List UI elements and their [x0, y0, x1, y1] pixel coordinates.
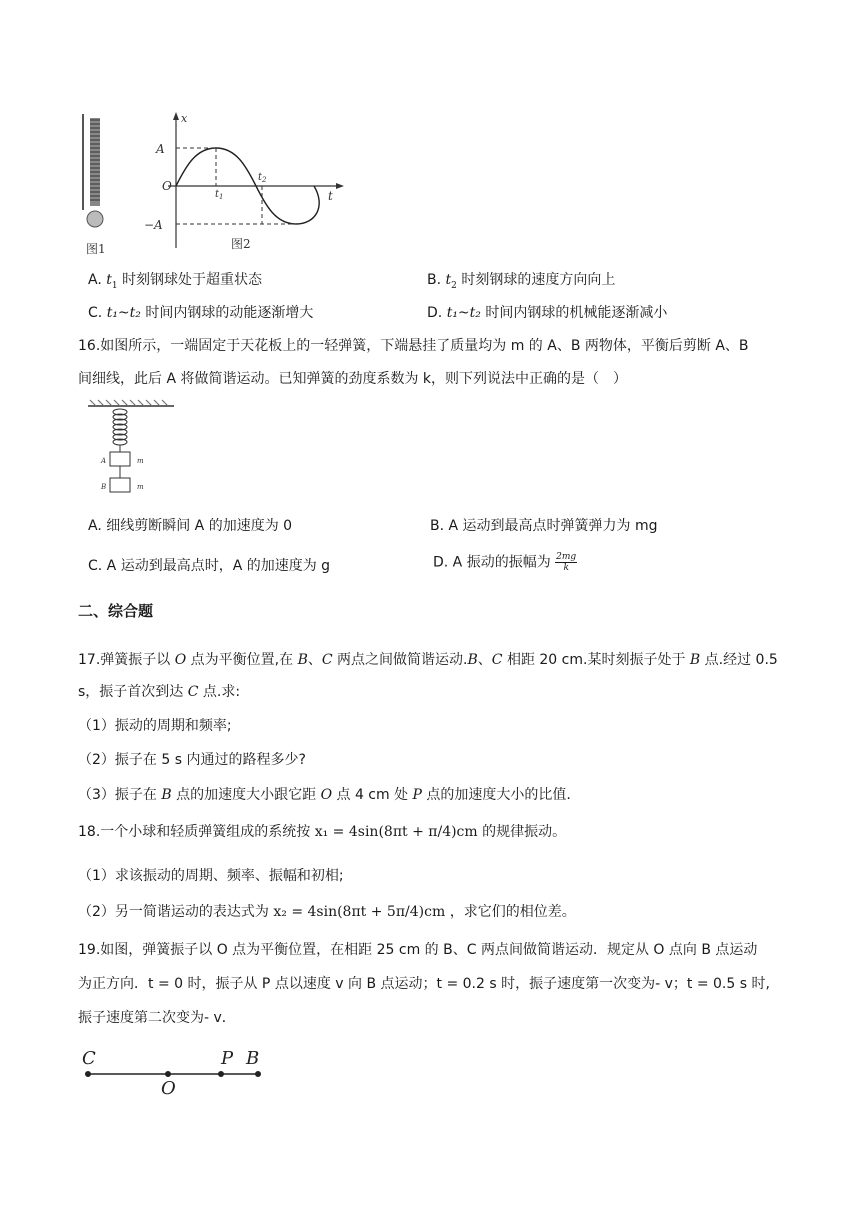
option-var: t [445, 272, 452, 288]
point-c [85, 1071, 91, 1077]
option-prefix: D. [427, 305, 443, 321]
label-b: B [246, 1048, 260, 1069]
q19-figure [78, 1042, 278, 1098]
sine-graph [168, 112, 344, 248]
option-text: 时间内钢球的动能逐渐增大 [145, 305, 314, 321]
block-b-mass: m [137, 483, 144, 491]
label-o: O [161, 1078, 176, 1098]
q16-stem-line1: 16.如图所示，一端固定于天花板上的一轻弹簧，下端悬挂了质量均为 m 的 A、B 两物体，平衡后剪断 A、B [78, 338, 749, 354]
q17-stem-line1: 17.弹簧振子以 O 点为平衡位置,在 B、C 两点之间做简谐运动.B、C 相距 20 cm.某时刻振子处于 B 点.经过 0.5 [78, 652, 778, 668]
q18-sub2: （2）另一简谐运动的表达式为 x₂ = 4sin(8πt + 5π/4)cm ，求它们的相位差。 [78, 904, 576, 920]
fig1-caption: 图1 [86, 242, 106, 256]
option-sub: 1 [111, 280, 118, 291]
block-b [110, 478, 130, 492]
block-a [110, 452, 130, 466]
q18-sub1: （1）求该振动的周期、频率、振幅和初相; [78, 868, 344, 884]
q16-figure-svg [84, 398, 184, 500]
option-range: t₁~t₂ [446, 305, 481, 321]
q15-figure-svg [78, 108, 358, 258]
amplitude-fraction [555, 552, 577, 573]
label-neg-a: −A [144, 218, 163, 232]
q17-stem-line2: s，振子首次到达 C 点.求: [78, 684, 241, 700]
option-var: t [106, 272, 112, 288]
q19-figure-svg [78, 1042, 278, 1098]
ceiling [88, 400, 174, 406]
option-text: 时间内钢球的机械能逐渐减小 [485, 305, 668, 321]
option-text: 时刻钢球处于超重状态 [122, 272, 263, 288]
point-p [218, 1071, 224, 1077]
fig2-caption: 图2 [231, 237, 251, 251]
label-a: A [156, 142, 165, 156]
q15-option-d [427, 303, 667, 323]
section-title: 二、综合题 [78, 602, 154, 620]
label-t1: $t_1$ [215, 189, 224, 201]
q15-figure [78, 108, 358, 258]
q19-stem-line1: 19.如图，弹簧振子以 O 点为平衡位置，在相距 25 cm 的 B、C 两点间做简谐运动．规定从 O 点向 B 点运动 [78, 942, 758, 958]
q15-option-a [88, 270, 262, 296]
option-range: t₁~t₂ [106, 305, 141, 321]
formula-x2: x₂ = 4sin(8πt + 5π/4)cm [273, 904, 446, 920]
label-origin: O [162, 179, 172, 193]
formula-x1: x₁ = 4sin(8πt + π/4)cm [314, 824, 478, 840]
block-b-label: B [101, 483, 107, 491]
q17-sub1: （1）振动的周期和频率; [78, 718, 232, 734]
block-a-label: A [101, 457, 107, 465]
q16-option-d [433, 552, 577, 573]
fraction-numerator: 2mg [556, 552, 577, 562]
axis-x-label: x [181, 112, 188, 125]
q15-option-c [88, 303, 313, 323]
spring [113, 409, 127, 445]
option-prefix: B. [427, 272, 442, 288]
option-prefix: C. [88, 305, 103, 321]
q17-sub3: （3）振子在 B 点的加速度大小跟它距 O 点 4 cm 处 P 点的加速度大小的比值. [78, 787, 571, 803]
q19-stem-line2: 为正方向．t = 0 时，振子从 P 点以速度 v 向 B 点运动；t = 0.2 s 时，振子速度第一次变为- v；t = 0.5 s 时, [78, 976, 770, 992]
label-t2: $t_2$ [258, 172, 267, 184]
option-prefix: A. [88, 272, 102, 288]
q17-sub2: （2）振子在 5 s 内通过的路程多少? [78, 752, 306, 768]
q16-option-b: B. A 运动到最高点时弹簧弹力为 mg [430, 518, 658, 534]
block-a-mass: m [137, 457, 144, 465]
option-text: D. A 振动的振幅为 [433, 554, 551, 571]
q19-stem-line3: 振子速度第二次变为- v． [78, 1010, 236, 1026]
q16-option-c: C. A 运动到最高点时，A 的加速度为 g [88, 558, 331, 574]
label-c: C [82, 1048, 96, 1069]
q18-stem: 18.一个小球和轻质弹簧组成的系统按 x₁ = 4sin(8πt + π/4)cm 的规律振动。 [78, 824, 567, 840]
point-b [255, 1071, 261, 1077]
option-text: 时刻钢球的速度方向向上 [461, 272, 616, 288]
q16-figure [84, 398, 184, 500]
fraction-denominator: k [563, 563, 569, 573]
q16-option-a: A. 细线剪断瞬间 A 的加速度为 0 [88, 518, 293, 534]
spring-ball-diagram [82, 114, 103, 227]
label-p: P [221, 1048, 234, 1069]
q15-option-b [427, 270, 615, 296]
q16-stem-line2: 间细线，此后 A 将做简谐运动。已知弹簧的劲度系数为 k，则下列说法中正确的是（ ） [78, 371, 628, 387]
point-o [165, 1071, 171, 1077]
axis-t-label: t [328, 189, 333, 203]
option-sub: 2 [451, 280, 457, 291]
